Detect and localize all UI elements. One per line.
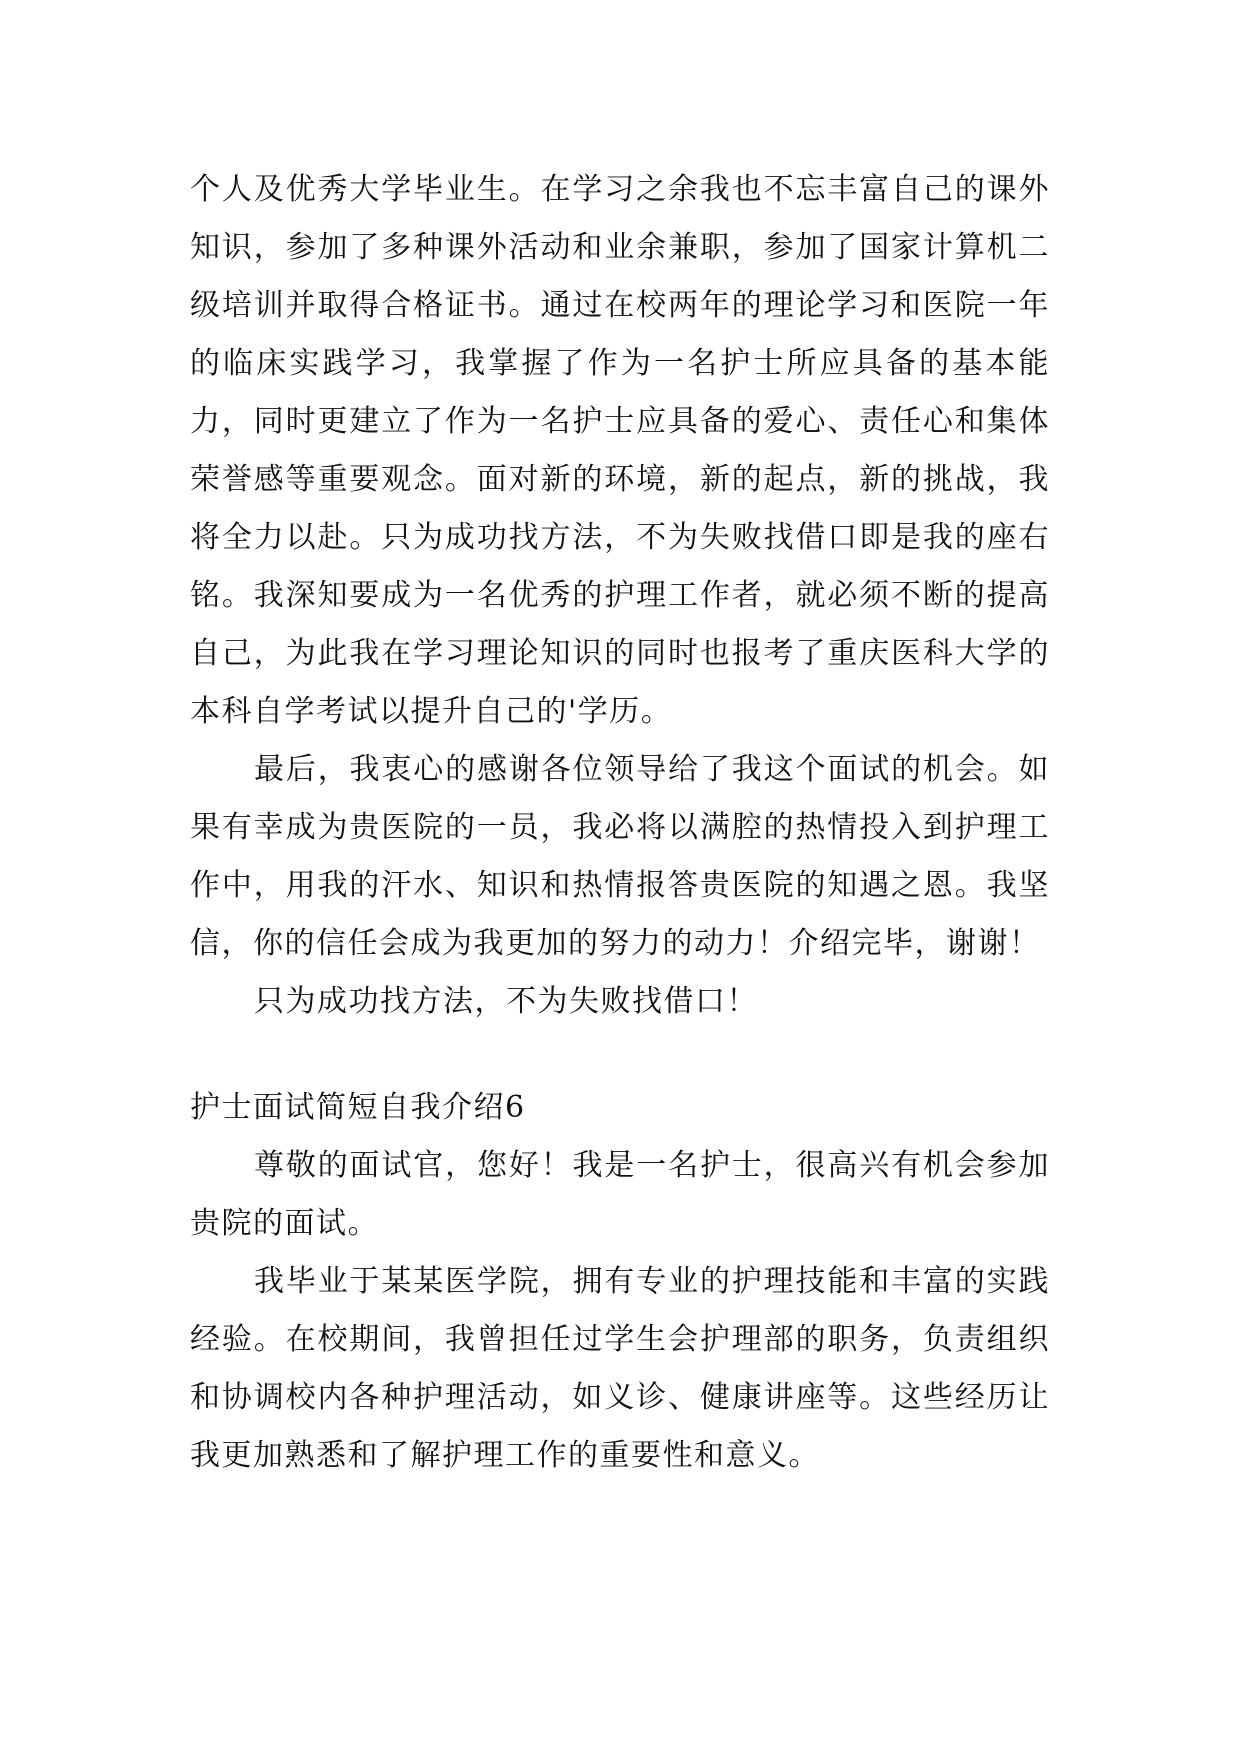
paragraph-continuation: 个人及优秀大学毕业生。在学习之余我也不忘丰富自己的课外知识，参加了多种课外活动和业余兼职，参加了国家计算机二级培训并取得合格证书。通过在校两年的理论学习和医院一年的临床实践学习，我掌握了作为一名护士所应具备的基本能力，同时更建立了作为一名护士应具备的爱心、责任心和集体荣誉感等重要观念。面对新的环境，新的起点，新的挑战，我将全力以赴。只为成功找方法，不为失败找借口即是我的座右铭。我深知要成为一名优秀的护理工作者，就必须不断的提高自己，为此我在学习理论知识的同时也报考了重庆医科大学的本科自学考试以提升自己的'学历。: [190, 172, 1050, 729]
document-body: [190, 161, 1050, 1485]
paragraph-closing-thanks: 最后，我衷心的感谢各位领导给了我这个面试的机会。如果有幸成为贵医院的一员，我必将以满腔的热情投入到护理工作中，用我的汗水、知识和热情报答贵医院的知遇之恩。我坚信，你的信任会成为我更加的努力的动力！介绍完毕，谢谢！: [190, 752, 1050, 961]
paragraph-motto: 只为成功找方法，不为失败找借口！: [254, 984, 758, 1019]
section-spacer: [190, 1031, 1050, 1079]
paragraph-greeting: 尊敬的面试官，您好！我是一名护士，很高兴有机会参加贵院的面试。: [190, 1148, 1050, 1241]
paragraph-background: 我毕业于某某医学院，拥有专业的护理技能和丰富的实践经验。在校期间，我曾担任过学生会护理部的职务，负责组织和协调校内各种护理活动，如义诊、健康讲座等。这些经历让我更加熟悉和了解护理工作的重要性和意义。: [190, 1264, 1050, 1473]
section-heading: 护士面试简短自我介绍6: [190, 1090, 526, 1125]
